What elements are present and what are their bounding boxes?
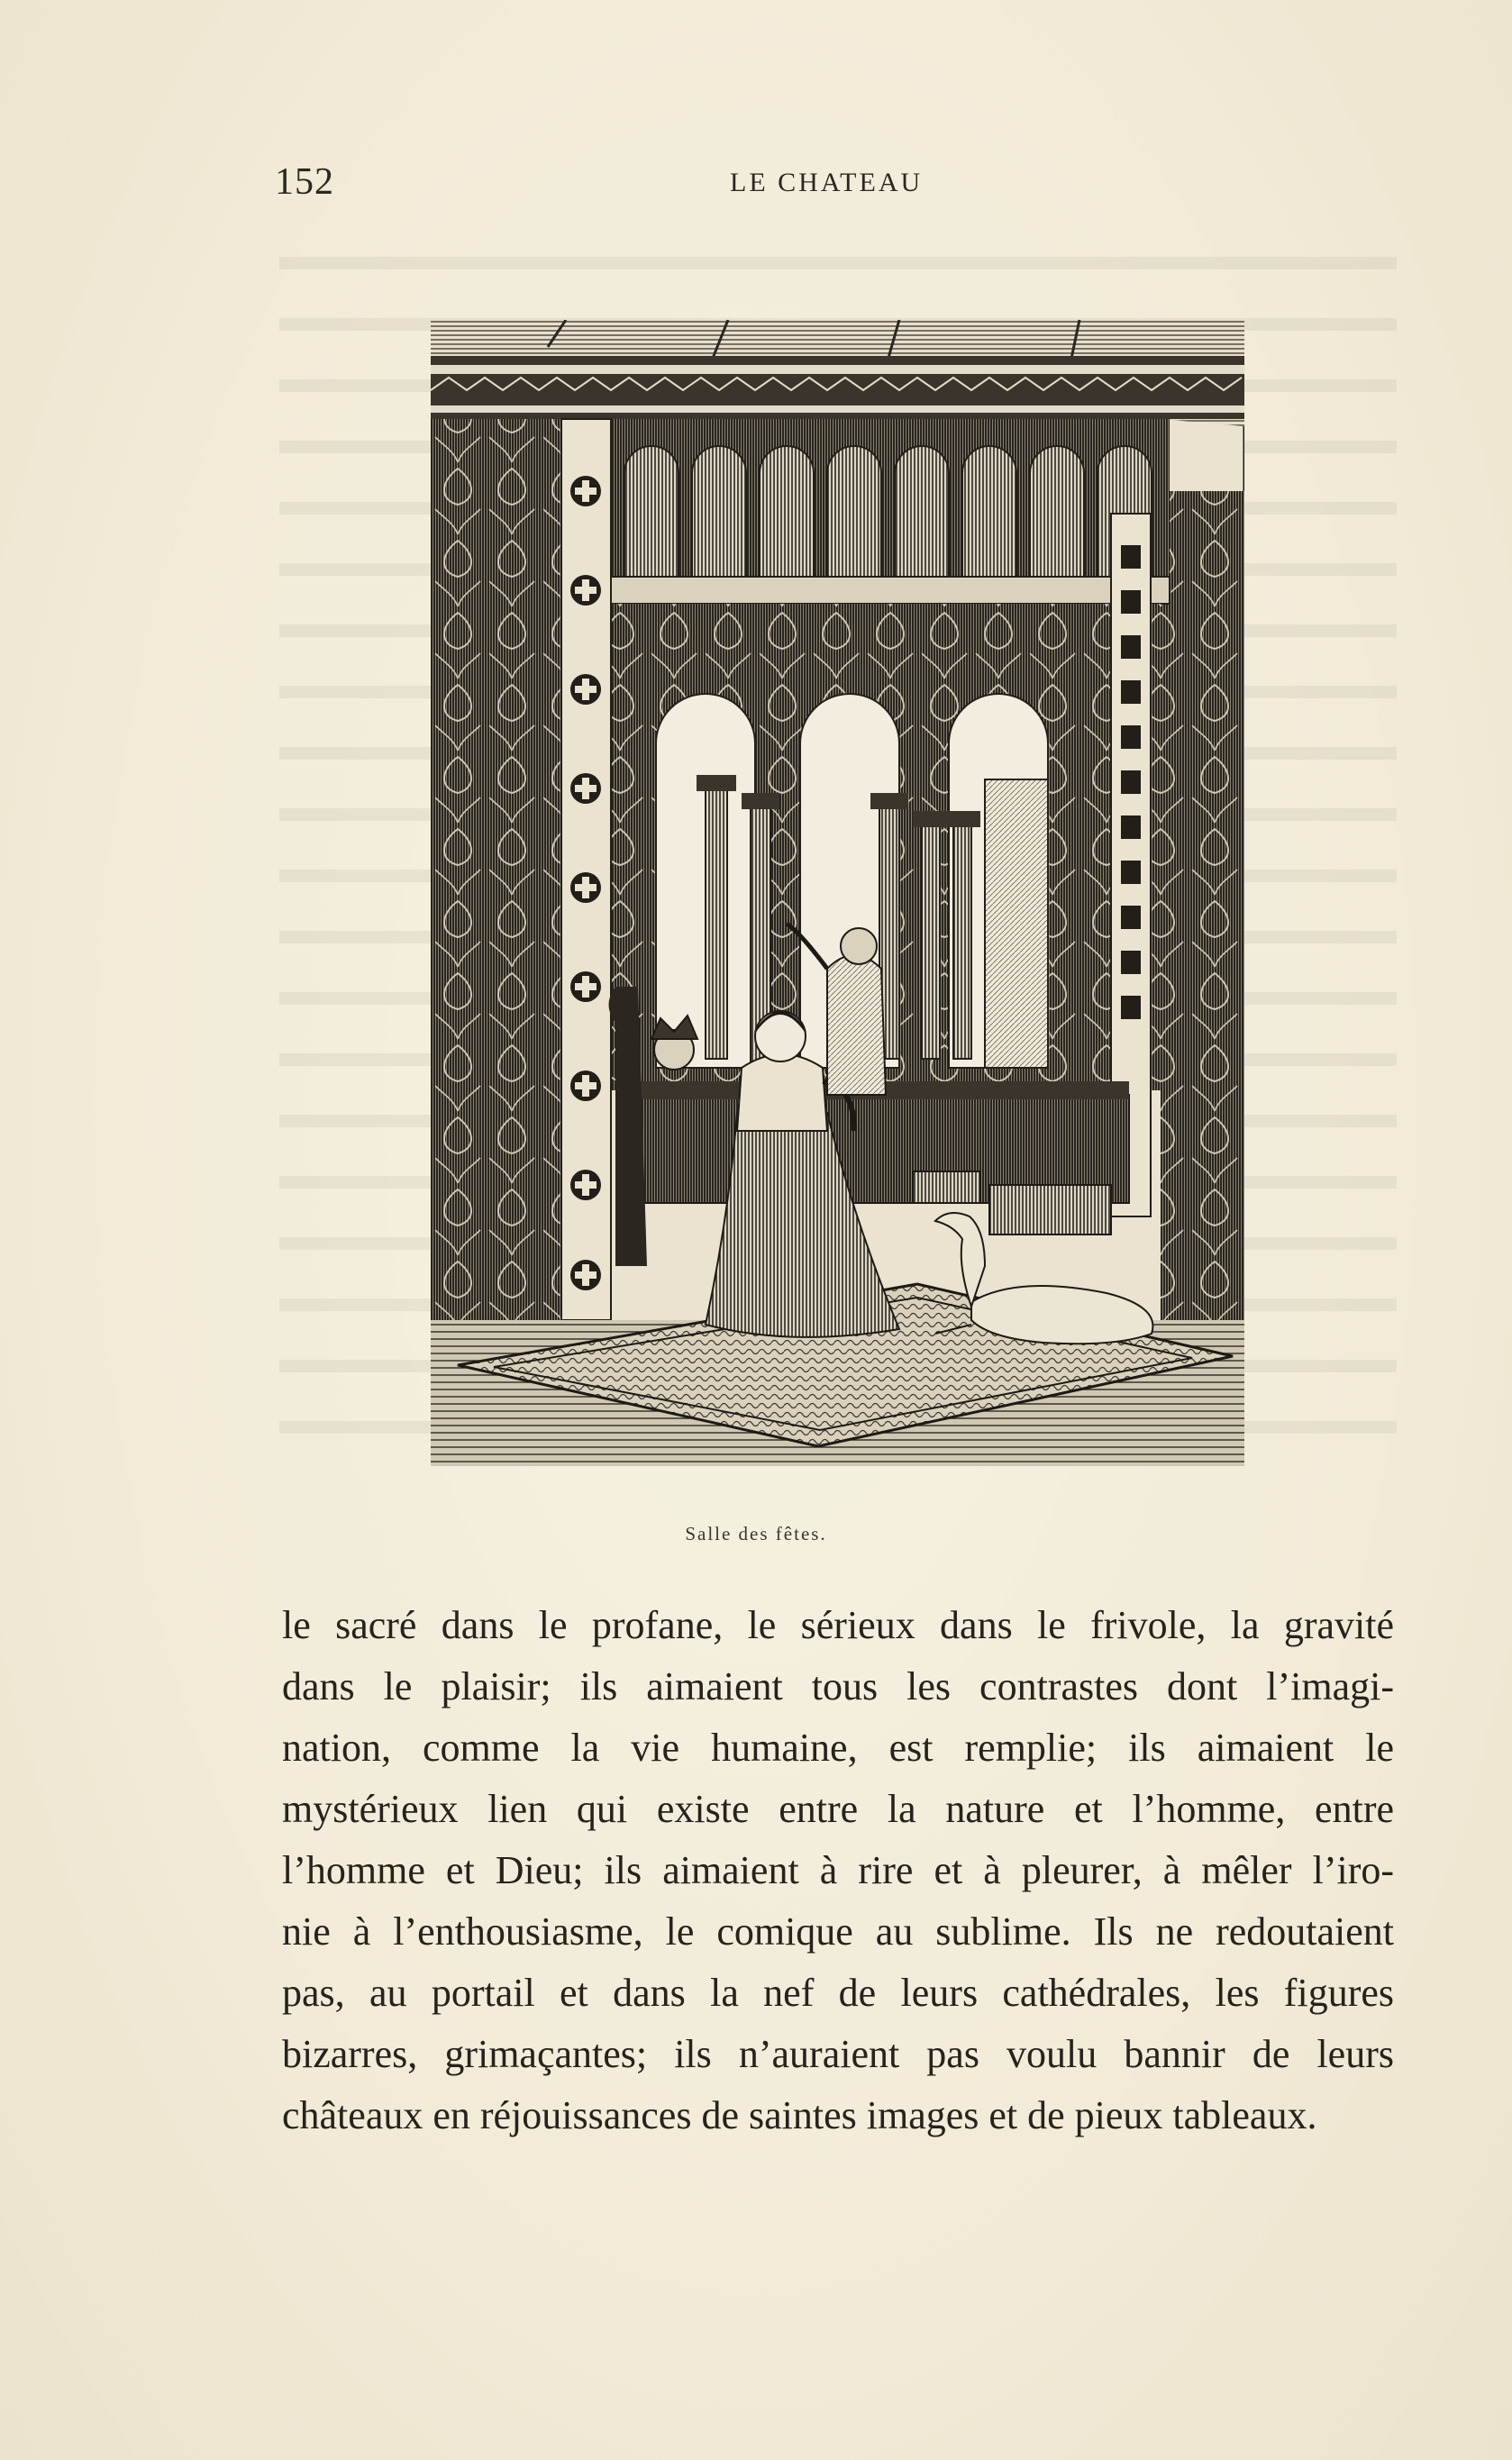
text-line: bizarres, grimaçantes; ils n’auraient pas voulu bannir de leurs <box>282 2032 1394 2076</box>
running-head: LE CHATEAU <box>730 168 924 197</box>
text-line: l’homme et Dieu; ils aimaient à rire et à pleurer, à mêler l’iro- <box>282 1848 1394 1892</box>
text-line: dans le plaisir; ils aimaient tous les contrastes dont l’imagi- <box>282 1664 1394 1708</box>
text-line: nation, comme la vie humaine, est remplie; ils aimaient le <box>282 1726 1394 1770</box>
page-header <box>275 160 1397 214</box>
text-line: châteaux en réjouissances de saintes images et de pieux tableaux. <box>282 2093 1317 2137</box>
text-line: pas, au portail et dans la nef de leurs cathédrales, les figures <box>282 1971 1394 2015</box>
text-line: mystérieux lien qui existe entre la nature et l’homme, entre <box>282 1787 1394 1831</box>
text-line: nie à l’enthousiasme, le comique au sublime. Ils ne redoutaient <box>282 1909 1394 1954</box>
figure-caption: Salle des fêtes. <box>685 1523 827 1544</box>
page-number: 152 <box>275 161 334 203</box>
engraving-illustration <box>431 320 1244 1466</box>
text-line: le sacré dans le profane, le sérieux dans le frivole, la gravité <box>282 1603 1394 1647</box>
body-paragraph <box>282 1595 1394 2146</box>
